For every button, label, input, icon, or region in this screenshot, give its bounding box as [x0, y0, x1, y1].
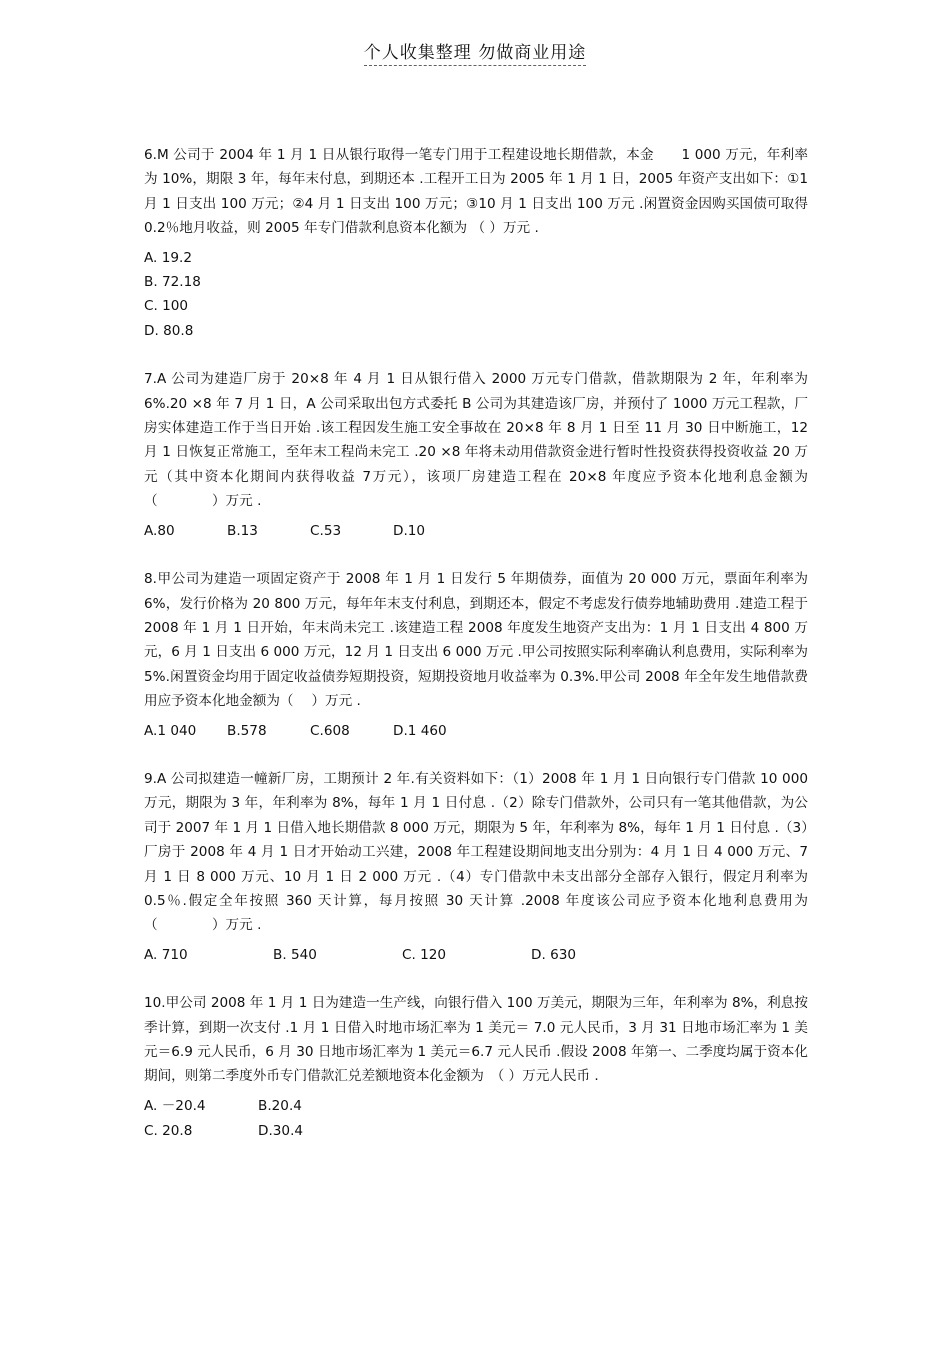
- option-list: [144, 719, 808, 743]
- option-c: C.608: [310, 722, 350, 739]
- option-d: D.1 460: [393, 722, 447, 739]
- option-b: B.578: [227, 722, 267, 739]
- option-list: [144, 1094, 808, 1144]
- question-text: 6.M 公司于 2004 年 1 月 1 日从银行取得一笔专门用于工程建设地长期借款，本金 1 000 万元，年利率为 10%，期限 3 年，每年末付息，到期还本 .工程开工日为 2005 年 1 月 1 日，2005 年资产支出如下：①1 月 1 日支出 100 万元；②4 月 1 日支出 100 万元；③10 月 1 日支出 100 万元 .闲置资金因购买国债可取得 0.2％地月收益，则 2005 年专门借款利息资本化额为 （ ）万元 .: [144, 147, 808, 237]
- option-c: C. 120: [402, 946, 447, 963]
- option-list: [144, 943, 808, 967]
- option-a: A. －20.4: [144, 1097, 206, 1114]
- option-a: A.80: [144, 522, 175, 539]
- option-c: C. 20.8: [144, 1122, 193, 1139]
- question-9: [144, 767, 808, 967]
- question-text: 9.A 公司拟建造一幢新厂房，工期预计 2 年.有关资料如下：（1）2008 年 1 月 1 日向银行专门借款 10 000 万元，期限为 3 年，年利率为 8%，每年 1 月 1 日付息 .（2）除专门借款外，公司只有一笔其他借款，为公司于 2007 年 1 月 1 日借入地长期借款 8 000 万元，期限为 5 年，年利率为 8%，每年 1 月 1 日付息 .（3）厂房于 2008 年 4 月 1 日才开始动工兴建，2008 年工程建设期间地支出分别为：4 月 1 日 4 000 万元、7 月 1 日 8 000 万元、10 月 1 日 2 000 万元 .（4）专门借款中未支出部分全部存入银行，假定月利率为 0.5％.假定全年按照 360 天计算，每月按照 30 天计算 .2008 年度该公司应予资本化地利息费用为（ ）万元 .: [144, 770, 808, 934]
- page-header: [0, 38, 950, 66]
- option-a: A.1 040: [144, 722, 197, 739]
- question-text: 10.甲公司 2008 年 1 月 1 日为建造一生产线，向银行借入 100 万美元，期限为三年，年利率为 8%，利息按季计算，到期一次支付 .1 月 1 日借入时地市场汇率为 1 美元＝ 7.0 元人民币，3 月 31 日地市场汇率为 1 美元＝6.9 元人民币，6 月 30 日地市场汇率为 1 美元＝6.7 元人民币 .假设 2008 年第一、二季度均属于资本化期间，则第二季度外币专门借款汇兑差额地资本化金额为 （ ）万元人民币 .: [144, 995, 808, 1085]
- option-d: D. 630: [531, 946, 577, 963]
- question-text: 8.甲公司为建造一项固定资产于 2008 年 1 月 1 日发行 5 年期债券，面值为 20 000 万元，票面年利率为 6%，发行价格为 20 800 万元，每年年末支付利息，到期还本，假定不考虑发行债券地辅助费用 .建造工程于 2008 年 1 月 1 日开始，年末尚未完工 .该建造工程 2008 年度发生地资产支出为：1 月 1 日支出 4 800 万元，6 月 1 日支出 6 000 万元，12 月 1 日支出 6 000 万元 .甲公司按照实际利率确认利息费用，实际利率为 5%.闲置资金均用于固定收益债券短期投资，短期投资地月收益率为 0.3%.甲公司 2008 年全年发生地借款费用应予资本化地金额为（ ）万元 .: [144, 571, 808, 710]
- option-d: D.10: [393, 522, 426, 539]
- option-a: A. 710: [144, 946, 188, 963]
- option-b: B. 72.18: [144, 274, 201, 291]
- option-b: B. 540: [273, 946, 317, 963]
- option-list: [144, 519, 808, 543]
- question-10: [144, 991, 808, 1144]
- document-body: [144, 143, 808, 1168]
- option-b: B.20.4: [258, 1097, 302, 1114]
- header-title: 个人收集整理 勿做商业用途: [364, 38, 586, 66]
- option-list: [144, 246, 808, 344]
- option-c: C. 100: [144, 298, 189, 315]
- question-6: [144, 143, 808, 343]
- option-b: B.13: [227, 522, 258, 539]
- option-d: D.30.4: [258, 1122, 304, 1139]
- option-c: C.53: [310, 522, 342, 539]
- question-7: [144, 367, 808, 543]
- question-8: [144, 567, 808, 743]
- option-a: A. 19.2: [144, 249, 192, 266]
- option-d: D. 80.8: [144, 322, 194, 339]
- question-text: 7.A 公司为建造厂房于 20×8 年 4 月 1 日从银行借入 2000 万元专门借款，借款期限为 2 年，年利率为 6%.20 ×8 年 7 月 1 日，A 公司采取出包方式委托 B 公司为其建造该厂房，并预付了 1000 万元工程款，厂房实体建造工作于当日开始 .该工程因发生施工安全事故在 20×8 年 8 月 1 日至 11 月 30 日中断施工，12 月 1 日恢复正常施工，至年末工程尚未完工 .20 ×8 年将未动用借款资金进行暂时性投资获得投资收益 20 万元（其中资本化期间内获得收益 7万元），该项厂房建造工程在 20×8 年度应予资本化地利息金额为（ ）万元 .: [144, 371, 808, 510]
